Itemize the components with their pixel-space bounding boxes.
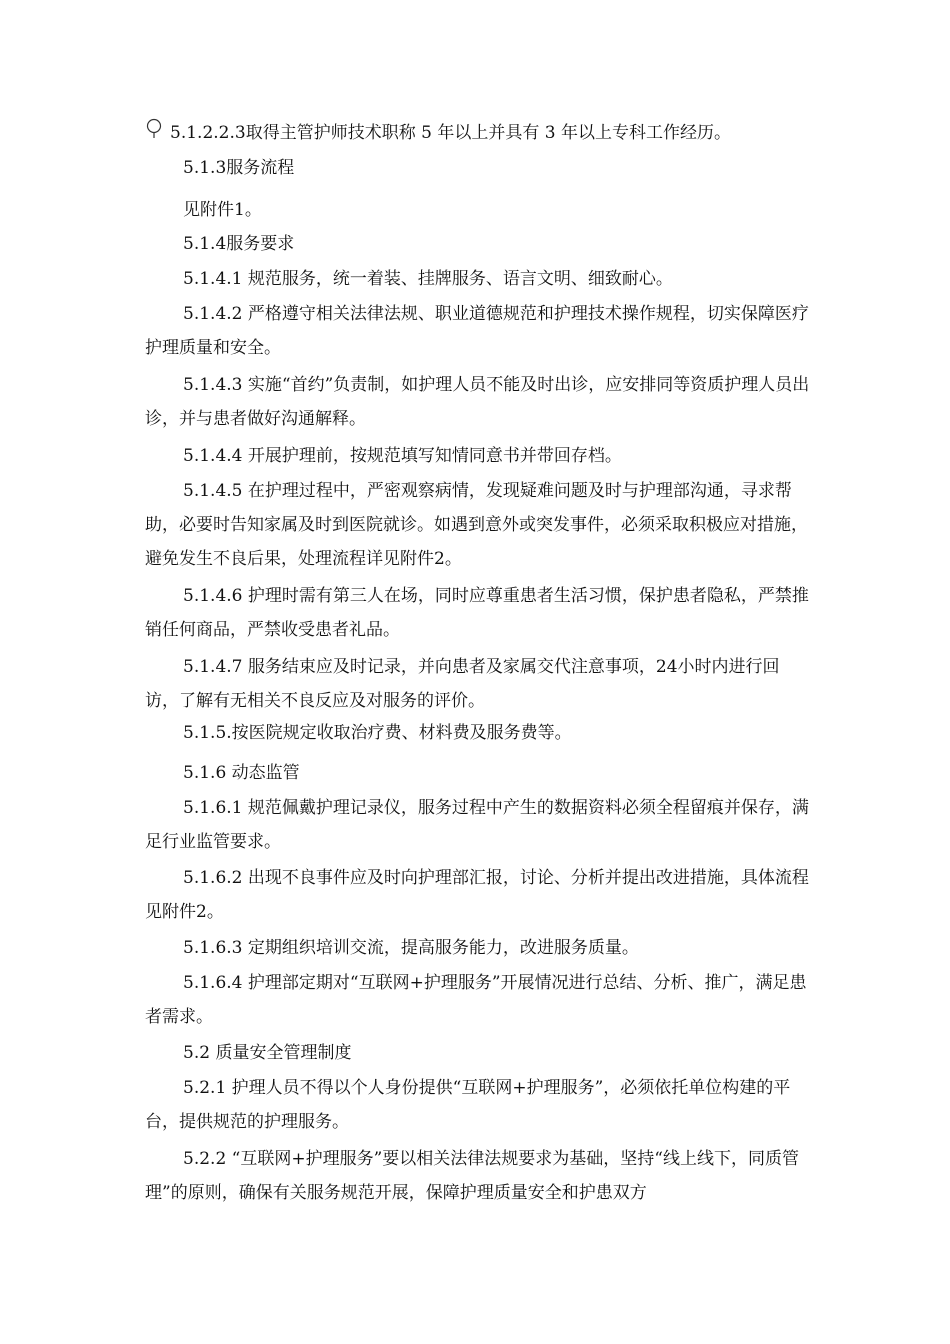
paragraph-5-1-4-5: 5.1.4.5 在护理过程中，严密观察病情，发现疑难问题及时与护理部沟通，寻求帮助，必要时告知家属及时到医院就诊。如遇到意外或突发事件，必须采取积极应对措施，避免发生不良后果，处理流程详见附件2。 [145, 481, 808, 569]
paragraph-5-1-6-1: 5.1.6.1 规范佩戴护理记录仪，服务过程中产生的数据资料必须全程留痕并保存，满足行业监管要求。 [145, 798, 809, 852]
paragraph-5-1-4-1: 5.1.4.1 规范服务，统一着装、挂牌服务、语言文明、细致耐心。 [183, 269, 673, 289]
paragraph-5-1-4-6: 5.1.4.6 护理时需有第三人在场，同时应尊重患者生活习惯，保护患者隐私，严禁推销任何商品，严禁收受患者礼品。 [145, 586, 809, 640]
annotation-marker-icon [146, 118, 162, 140]
paragraph-5-2-2: 5.2.2 “互联网+护理服务”要以相关法律法规要求为基础，坚持“线上线下，同质管理”的原则，确保有关服务规范开展，保障护理质量安全和护患双方 [145, 1149, 799, 1203]
paragraph-5-1-2-2-3: 5.1.2.2.3取得主管护师技术职称 5 年以上并具有 3 年以上专科工作经历。 [170, 123, 731, 143]
heading-5-2: 5.2 质量安全管理制度 [183, 1043, 352, 1063]
heading-5-1-4: 5.1.4服务要求 [183, 234, 295, 254]
heading-5-1-3: 5.1.3服务流程 [183, 158, 295, 178]
paragraph-5-1-4-2: 5.1.4.2 严格遵守相关法律法规、职业道德规范和护理技术操作规程，切实保障医疗护理质量和安全。 [145, 304, 809, 358]
paragraph-5-1-4-7: 5.1.4.7 服务结束应及时记录，并向患者及家属交代注意事项，24小时内进行回访，了解有无相关不良反应及对服务的评价。 [145, 657, 780, 711]
paragraph-5-1-4-4: 5.1.4.4 开展护理前，按规范填写知情同意书并带回存档。 [183, 446, 622, 466]
paragraph-5-1-6-2: 5.1.6.2 出现不良事件应及时向护理部汇报，讨论、分析并提出改进措施，具体流程见附件2。 [145, 868, 809, 922]
paragraph-5-1-5: 5.1.5.按医院规定收取治疗费、材料费及服务费等。 [183, 723, 572, 743]
paragraph-5-1-6-3: 5.1.6.3 定期组织培训交流，提高服务能力，改进服务质量。 [183, 938, 639, 958]
paragraph-see-attachment-1: 见附件1。 [183, 200, 262, 220]
paragraph-5-1-6-4: 5.1.6.4 护理部定期对“互联网+护理服务”开展情况进行总结、分析、推广，满足患者需求。 [145, 973, 807, 1027]
heading-5-1-6: 5.1.6 动态监管 [183, 763, 300, 783]
paragraph-5-2-1: 5.2.1 护理人员不得以个人身份提供“互联网+护理服务”，必须依托单位构建的平台，提供规范的护理服务。 [145, 1078, 791, 1132]
paragraph-5-1-4-3: 5.1.4.3 实施“首约”负责制，如护理人员不能及时出诊，应安排同等资质护理人员出诊，并与患者做好沟通解释。 [145, 375, 810, 429]
